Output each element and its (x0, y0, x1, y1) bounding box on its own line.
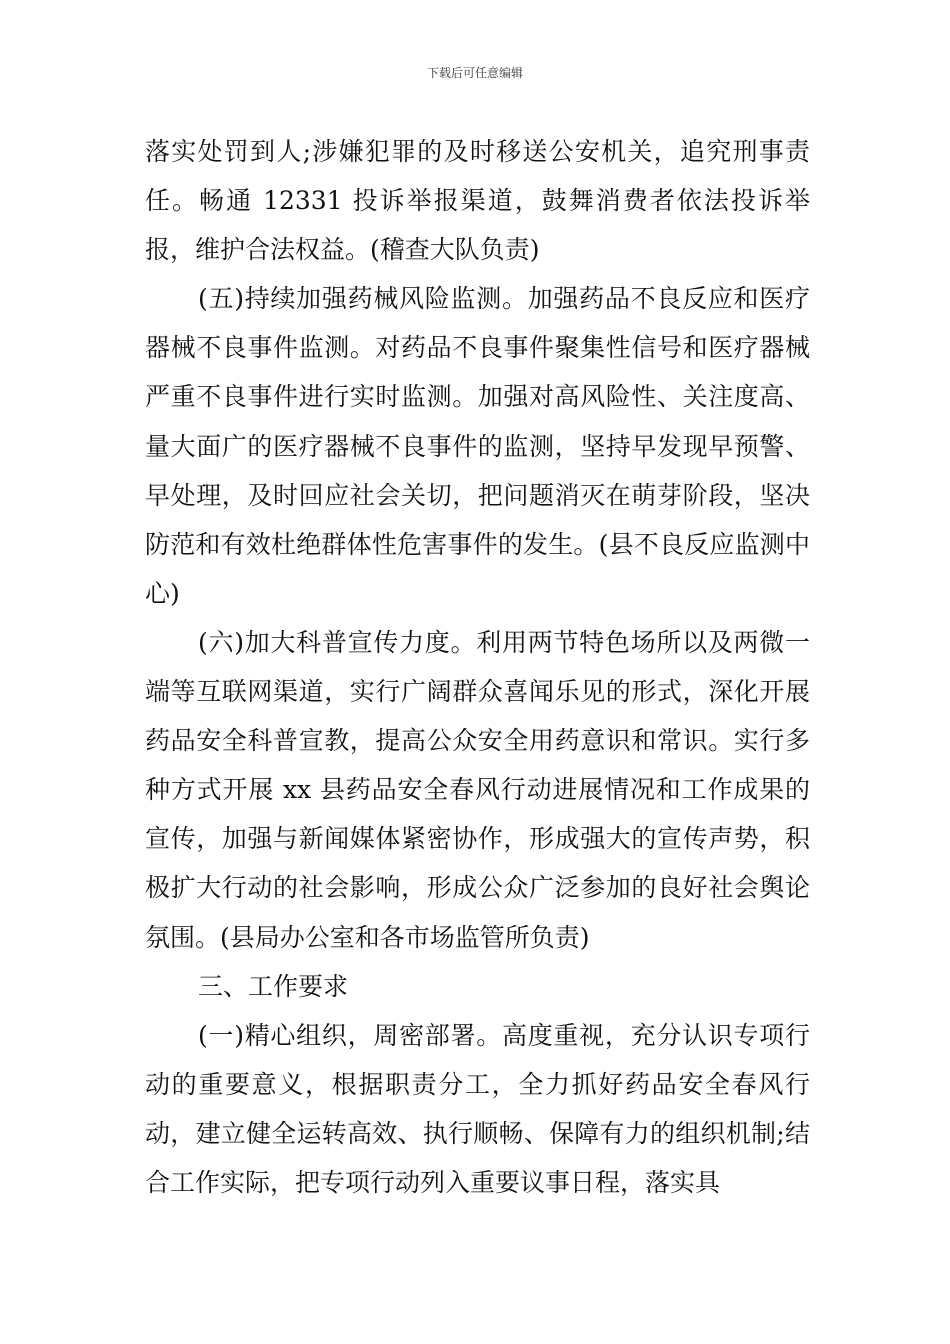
page-header: 下载后可任意编辑 (426, 66, 523, 80)
document-body (145, 127, 810, 1207)
section-heading-work-requirements: 三、工作要求 (198, 971, 349, 1001)
paragraph-risk-monitoring: (五)持续加强药械风险监测。加强药品不良反应和医疗器械不良事件监测。对药品不良事件聚集性信号和医疗器械严重不良事件进行实时监测。加强对高风险性、关注度高、量大面广的医疗器械不良事件的监测，坚持早发现早预警、早处理，及时回应社会关切，把问题消灭在萌芽阶段，坚决防范和有效杜绝群体性危害事件的发生。(县不良反应监测中心) (145, 284, 810, 608)
paragraph-careful-organization: (一)精心组织，周密部署。高度重视，充分认识专项行动的重要意义，根据职责分工，全力抓好药品安全春风行动，建立健全运转高效、执行顺畅、保障有力的组织机制;结合工作实际，把专项行动列入重要议事日程，落实具 (145, 1020, 810, 1197)
paragraph-penalty-enforcement: 落实处罚到人;涉嫌犯罪的及时移送公安机关，追究刑事责任。畅通 12331 投诉举报渠道，鼓舞消费者依法投诉举报，维护合法权益。(稽查大队负责) (145, 137, 810, 265)
paragraph-science-publicity: (六)加大科普宣传力度。利用两节特色场所以及两微一端等互联网渠道，实行广阔群众喜闻乐见的形式，深化开展药品安全科普宣教，提高公众安全用药意识和常识。实行多种方式开展 xx 县药品安全春风行动进展情况和工作成果的宣传，加强与新闻媒体紧密协作，形成强大的宣传声势，积极扩大行动的社会影响，形成公众广泛参加的良好社会舆论氛围。(县局办公室和各市场监管所负责) (145, 627, 810, 952)
